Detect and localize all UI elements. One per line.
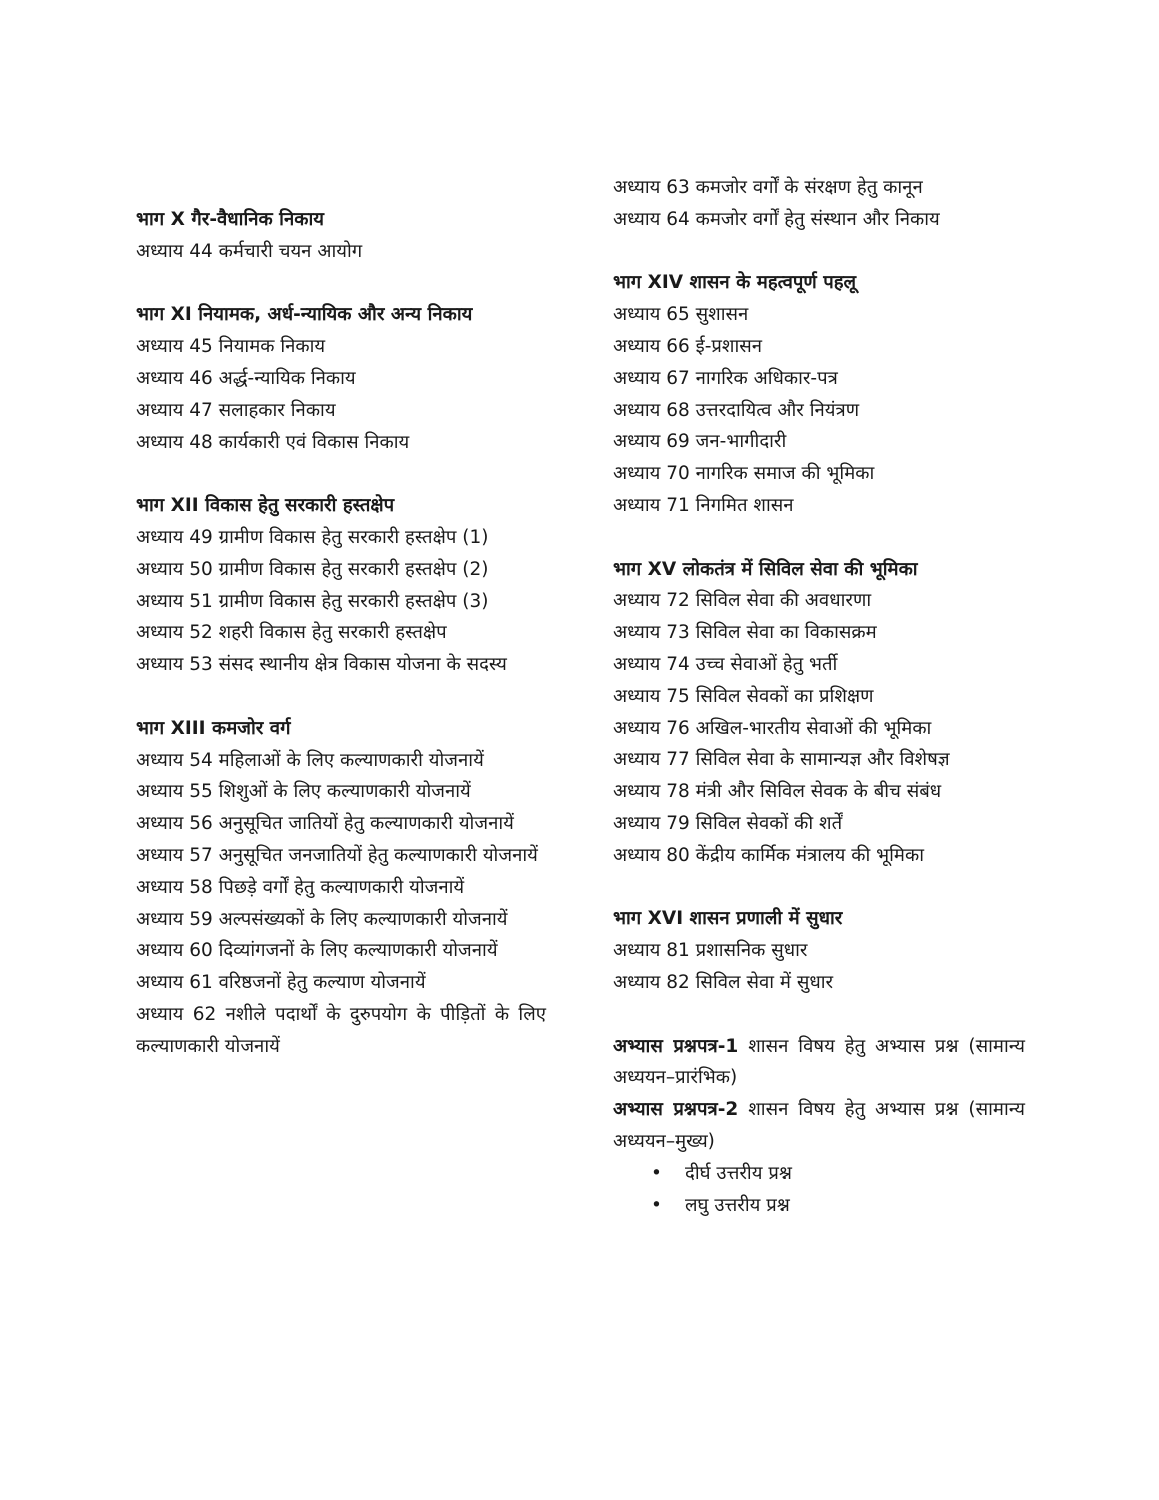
chapter-entry: अध्याय 74 उच्च सेवाओं हेतु भर्ती	[613, 653, 838, 675]
chapter-entry: अध्याय 70 नागरिक समाज की भूमिका	[613, 463, 875, 485]
question-type-list	[613, 1158, 1025, 1222]
chapter-entry: अध्याय 63 कमजोर वर्गों के संरक्षण हेतु कानून	[613, 177, 923, 198]
part-heading: भाग X गैर-वैधानिक निकाय	[136, 209, 324, 230]
section-part-x	[136, 204, 546, 268]
chapter-entry: अध्याय 52 शहरी विकास हेतु सरकारी हस्तक्षेप	[136, 622, 447, 644]
section-part-xv	[613, 554, 1025, 872]
chapter-entry: अध्याय 71 निगमित शासन	[613, 494, 794, 516]
part-heading: भाग XIII कमजोर वर्ग	[136, 717, 291, 739]
chapter-entry: अध्याय 50 ग्रामीण विकास हेतु सरकारी हस्तक्षेप (2)	[136, 558, 489, 580]
section-part-xi	[136, 299, 546, 458]
chapter-entry: अध्याय 78 मंत्री और सिविल सेवक के बीच संबंध	[613, 781, 942, 803]
chapter-entry: अध्याय 51 ग्रामीण विकास हेतु सरकारी हस्तक्षेप (3)	[136, 590, 489, 612]
chapter-entry: अध्याय 69 जन-भागीदारी	[613, 431, 787, 453]
chapter-entry: अध्याय 53 संसद स्थानीय क्षेत्र विकास योजना के सदस्य	[136, 654, 507, 676]
chapter-entry: अध्याय 67 नागरिक अधिकार-पत्र	[613, 367, 838, 389]
chapter-entry: अध्याय 60 दिव्यांगजनों के लिए कल्याणकारी योजनायें	[136, 940, 498, 962]
section-part-xvi	[613, 903, 1025, 998]
chapter-entry: अध्याय 68 उत्तरदायित्व और नियंत्रण	[613, 399, 860, 421]
part-heading: भाग XI नियामक, अर्ध-न्यायिक और अन्य निकाय	[136, 304, 473, 326]
practice-paper-1	[613, 1031, 1025, 1095]
chapter-entry: अध्याय 55 शिशुओं के लिए कल्याणकारी योजनायें	[136, 781, 471, 803]
chapter-entry: अध्याय 79 सिविल सेवकों की शर्तें	[613, 812, 843, 834]
chapter-entry: अध्याय 72 सिविल सेवा की अवधारणा	[613, 590, 872, 612]
chapter-entry: अध्याय 75 सिविल सेवकों का प्रशिक्षण	[613, 685, 874, 707]
list-item: • लघु उत्तरीय प्रश्न	[651, 1190, 1025, 1222]
section-part-xiii-continued	[613, 172, 1025, 236]
chapter-entry: अध्याय 47 सलाहकार निकाय	[136, 399, 336, 421]
chapter-entry: अध्याय 45 नियामक निकाय	[136, 336, 326, 358]
chapter-entry: अध्याय 73 सिविल सेवा का विकासक्रम	[613, 622, 877, 644]
chapter-entry: अध्याय 62 नशीले पदार्थों के दुरुपयोग के पीड़ितों के लिए कल्याणकारी योजनायें	[136, 1003, 546, 1057]
part-heading: भाग XII विकास हेतु सरकारी हस्तक्षेप	[136, 495, 395, 517]
chapter-entry: अध्याय 82 सिविल सेवा में सुधार	[613, 971, 834, 993]
chapter-entry: अध्याय 49 ग्रामीण विकास हेतु सरकारी हस्तक्षेप (1)	[136, 526, 489, 548]
practice-paper-2	[613, 1094, 1025, 1158]
practice-paper-text: शासन विषय हेतु अभ्यास प्रश्न (सामान्य अध्ययन–मुख्य)	[613, 1099, 1025, 1152]
chapter-entry: अध्याय 80 केंद्रीय कार्मिक मंत्रालय की भूमिका	[613, 844, 924, 866]
part-heading: भाग XVI शासन प्रणाली में सुधार	[613, 908, 843, 930]
chapter-entry: अध्याय 59 अल्पसंख्यकों के लिए कल्याणकारी योजनायें	[136, 908, 508, 930]
section-part-xiv	[613, 267, 1025, 521]
chapter-entry: अध्याय 81 प्रशासनिक सुधार	[613, 940, 808, 962]
chapter-entry: अध्याय 54 महिलाओं के लिए कल्याणकारी योजनायें	[136, 749, 484, 771]
right-column	[613, 172, 1025, 1253]
chapter-entry: अध्याय 77 सिविल सेवा के सामान्यज्ञ और विशेषज्ञ	[613, 749, 950, 771]
chapter-entry: अध्याय 57 अनुसूचित जनजातियों हेतु कल्याणकारी योजनायें	[136, 844, 538, 866]
chapter-entry: अध्याय 58 पिछड़े वर्गों हेतु कल्याणकारी योजनायें	[136, 876, 465, 898]
section-practice-papers	[613, 1031, 1025, 1222]
section-part-xii	[136, 490, 546, 681]
practice-paper-label: अभ्यास प्रश्नपत्र-1	[613, 1035, 739, 1057]
chapter-entry: अध्याय 64 कमजोर वर्गों हेतु संस्थान और निकाय	[613, 208, 940, 230]
chapter-entry: अध्याय 66 ई-प्रशासन	[613, 335, 763, 357]
practice-paper-text: शासन विषय हेतु अभ्यास प्रश्न (सामान्य अध्ययन–प्रारंभिक)	[613, 1035, 1025, 1089]
practice-paper-label: अभ्यास प्रश्नपत्र-2	[613, 1099, 739, 1121]
chapter-entry: अध्याय 44 कर्मचारी चयन आयोग	[136, 240, 363, 262]
chapter-entry: अध्याय 46 अर्द्ध-न्यायिक निकाय	[136, 367, 356, 389]
part-heading: भाग XV लोकतंत्र में सिविल सेवा की भूमिका	[613, 558, 918, 580]
chapter-entry: अध्याय 56 अनुसूचित जातियों हेतु कल्याणकारी योजनायें	[136, 813, 514, 835]
part-heading: भाग XIV शासन के महत्वपूर्ण पहलू	[613, 272, 857, 294]
left-column	[136, 204, 546, 1094]
chapter-entry: अध्याय 76 अखिल-भारतीय सेवाओं की भूमिका	[613, 717, 932, 739]
chapter-entry: अध्याय 65 सुशासन	[613, 304, 749, 326]
chapter-entry: अध्याय 61 वरिष्ठजनों हेतु कल्याण योजनायें	[136, 972, 426, 994]
chapter-entry: अध्याय 48 कार्यकारी एवं विकास निकाय	[136, 431, 410, 453]
list-item: • दीर्घ उत्तरीय प्रश्न	[651, 1158, 1025, 1190]
section-part-xiii	[136, 713, 546, 1063]
